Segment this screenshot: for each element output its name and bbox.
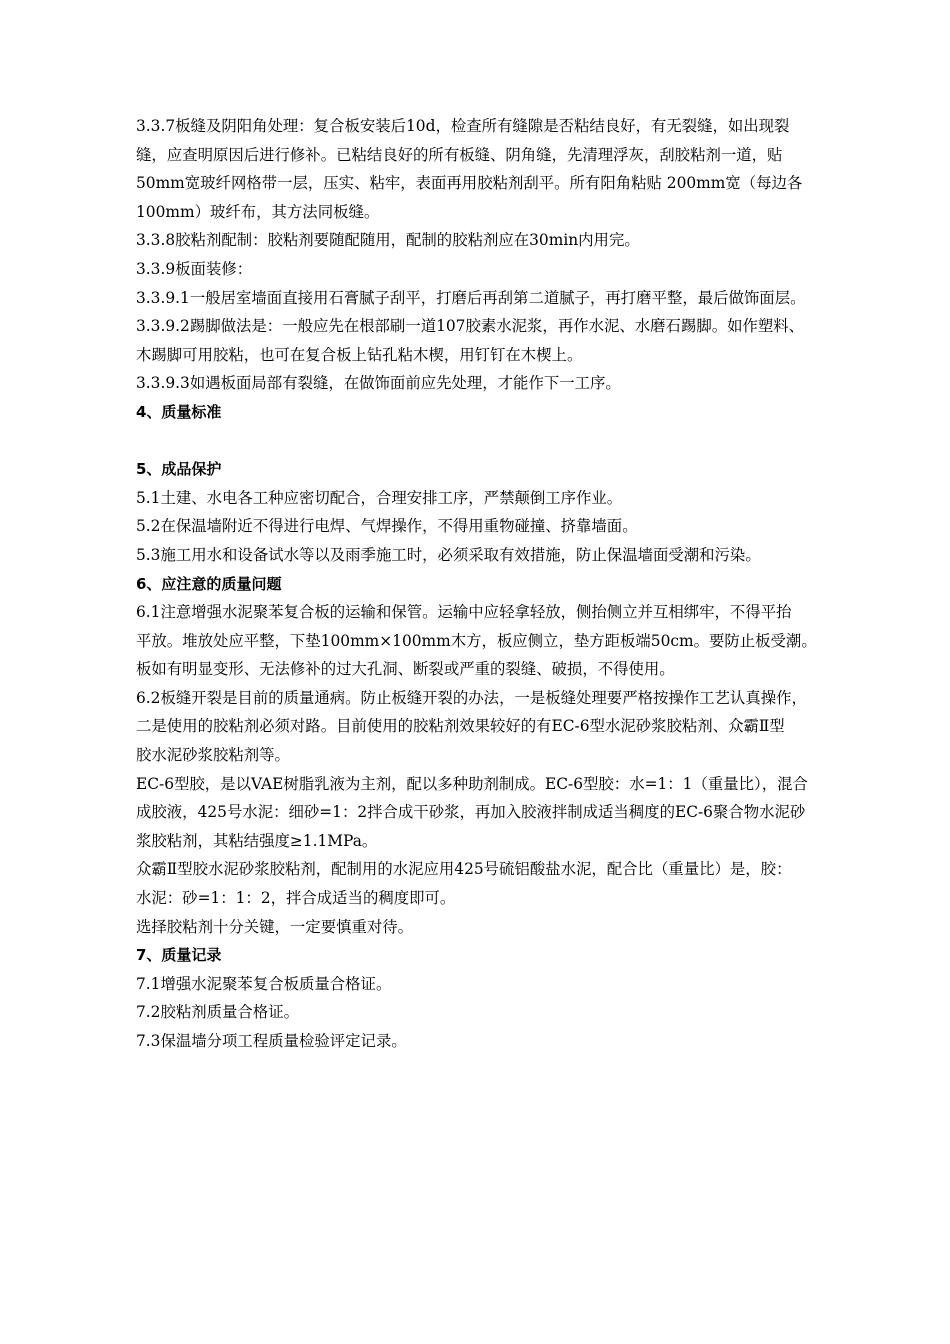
paragraph-line: 50mm宽玻纤网格带一层，压实、粘牢，表面再用胶粘剂刮平。所有阳角粘贴 200mm宽（每边各 (136, 174, 803, 193)
paragraph-line: 5.1土建、水电各工种应密切配合，合理安排工序，严禁颠倒工序作业。 (136, 488, 623, 507)
section-heading-quality-issues: 6、应注意的质量问题 (136, 574, 282, 593)
paragraph-line: 众霸Ⅱ型胶水泥砂浆胶粘剂，配制用的水泥应用425号硫铝酸盐水泥，配合比（重量比）是，胶： (136, 860, 792, 879)
paragraph-line: 100mm）玻纤布，其方法同板缝。 (136, 202, 380, 221)
paragraph-line: 5.2在保温墙附近不得进行电焊、气焊操作，不得用重物碰撞、挤靠墙面。 (136, 517, 638, 536)
blank-line (136, 427, 872, 456)
paragraph-line: 3.3.7板缝及阴阳角处理：复合板安装后10d，检查所有缝隙是否粘结良好，有无裂缝，如出现裂 (136, 117, 790, 135)
paragraph-line: 7.1增强水泥聚苯复合板质量合格证。 (136, 974, 392, 993)
paragraph-line: 3.3.9板面装修： (136, 259, 253, 278)
paragraph-line: 平放。堆放处应平整，下垫100mm×100mm木方，板应侧立，垫方距板端50cm。要防止板受潮。 (136, 631, 817, 650)
section-heading-product-protection: 5、成品保护 (136, 460, 222, 479)
paragraph-line: 3.3.9.2踢脚做法是：一般应先在根部刷一道107胶素水泥浆，再作水泥、水磨石踢脚。如作塑料、 (136, 317, 805, 336)
paragraph-line: 5.3施工用水和设备试水等以及雨季施工时，必须采取有效措施，防止保温墙面受潮和污染。 (136, 545, 761, 564)
paragraph-line: 成胶液，425号水泥：细砂=1：2拌合成干砂浆，再加入胶液拌制成适当稠度的EC-6聚合物水泥砂 (136, 803, 806, 822)
paragraph-line: 水泥：砂=1：1：2，拌合成适当的稠度即可。 (136, 889, 456, 908)
paragraph-line: 7.3保温墙分项工程质量检验评定记录。 (136, 1032, 407, 1050)
paragraph-line: 6.1注意增强水泥聚苯复合板的运输和保管。运输中应轻拿轻放，侧抬侧立并互相绑牢，不得平抬 (136, 603, 792, 622)
document-page (136, 112, 872, 1056)
paragraph-line: 板如有明显变形、无法修补的过大孔洞、断裂或严重的裂缝、破损，不得使用。 (136, 660, 675, 679)
paragraph-line: 3.3.9.1一般居室墙面直接用石膏腻子刮平，打磨后再刮第二道腻子，再打磨平整，最后做饰面层。 (136, 288, 806, 307)
paragraph-line: 二是使用的胶粘剂必须对路。目前使用的胶粘剂效果较好的有EC-6型水泥砂浆胶粘剂、众霸Ⅱ型 (136, 717, 785, 736)
paragraph-line: 浆胶粘剂，其粘结强度≥1.1MPa。 (136, 831, 378, 850)
paragraph-line: 6.2板缝开裂是目前的质量通病。防止板缝开裂的办法，一是板缝处理要严格按操作工艺认真操作， (136, 688, 807, 707)
paragraph-line: 缝，应查明原因后进行修补。已粘结良好的所有板缝、阴角缝，先清理浮灰，刮胶粘剂一道，贴 (136, 145, 783, 164)
section-heading-quality-records: 7、质量记录 (136, 946, 222, 965)
paragraph-line: EC-6型胶，是以VAE树脂乳液为主剂，配以多种助剂制成。EC-6型胶：水=1：1（重量比），混合 (136, 774, 808, 793)
paragraph-line: 选择胶粘剂十分关键，一定要慎重对待。 (136, 917, 414, 936)
paragraph-line: 胶水泥砂浆胶粘剂等。 (136, 746, 290, 765)
section-heading-quality-standard: 4、质量标准 (136, 402, 222, 421)
paragraph-line: 3.3.8胶粘剂配制：胶粘剂要随配随用，配制的胶粘剂应在30min内用完。 (136, 231, 640, 250)
paragraph-line: 7.2胶粘剂质量合格证。 (136, 1003, 299, 1022)
paragraph-line: 3.3.9.3如遇板面局部有裂缝，在做饰面前应先处理，才能作下一工序。 (136, 374, 621, 393)
paragraph-line: 木踢脚可用胶粘，也可在复合板上钻孔粘木楔，用钉钉在木楔上。 (136, 345, 583, 364)
